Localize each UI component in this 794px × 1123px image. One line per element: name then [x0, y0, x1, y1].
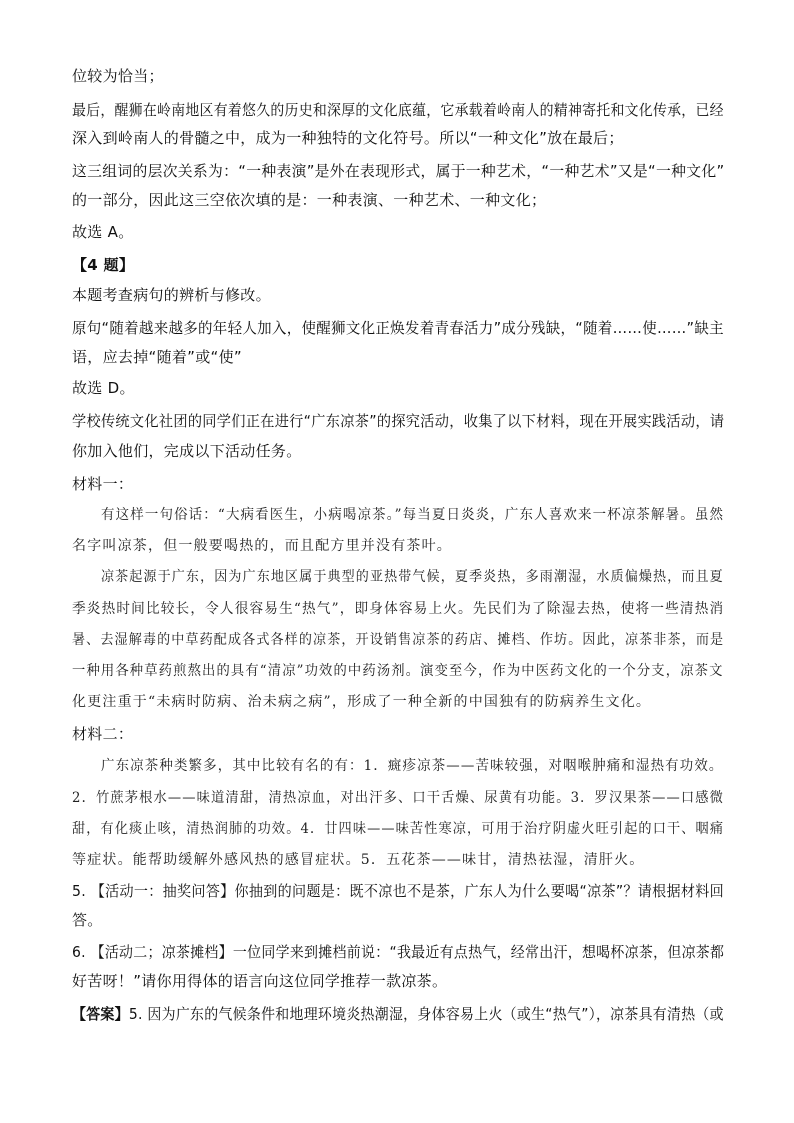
answer-line-2: 最后，醒狮在岭南地区有着悠久的历史和深厚的文化底蕴，它承载着岭南人的精神寄托和文化传承，已经	[72, 101, 724, 119]
material-1-title: 材料一：	[72, 475, 134, 493]
q4-line-2: 原句“随着越来越多的年轻人加入，使醒狮文化正焕发着青春活力”成分残缺，“随着……使……”缺主	[72, 319, 724, 337]
q5-line-1	[72, 881, 724, 901]
answer-text: 5. 因为广东的气候条件和地理环境炎热潮湿，身体容易上火（或生“热气”），凉茶具有清热（或	[128, 1005, 724, 1023]
material-1-line-2: 名字叫凉茶，但一般要喝热的，而且配方里并没有茶叶。	[72, 538, 452, 554]
material-1-line-3: 凉茶起源于广东，因为广东地区属于典型的亚热带气候，夏季炎热，多雨潮湿，水质偏燥热，而且夏	[101, 569, 724, 585]
material-1-line-5: 暑、去湿解毒的中草药配成各式各样的凉茶，开设销售凉茶的药店、摊档、作坊。因此，凉茶非茶，而是	[72, 632, 725, 648]
answer-final-line	[72, 1004, 724, 1024]
q5-number: 5.	[72, 882, 91, 900]
material-2-line-1: 广东凉茶种类繁多，其中比较有名的有：1．癍疹凉茶——苦味较强，对咽喉肿痛和湿热有功效。	[101, 758, 724, 774]
material-2-line-4: 等症状。能帮助缓解外感风热的感冒症状。5．五花茶——味甘，清热祛湿，清肝火。	[72, 852, 645, 868]
q4-tag: 【4 题】	[72, 256, 135, 274]
answer-line-4: 这三组词的层次关系为：“一种表演”是外在表现形式，属于一种艺术，“一种艺术”又是“一种文化”	[72, 162, 725, 180]
q6-tag: 【活动二；凉茶摊档】	[90, 943, 233, 961]
material-1-line-6: 一种用各种草药煎熬出的具有“清凉”功效的中药汤剂。演变至今，作为中医药文化的一个分支，凉茶文	[72, 663, 724, 679]
answer-line-3: 深入到岭南人的骨髓之中，成为一种独特的文化符号。所以“一种文化”放在最后；	[72, 129, 624, 147]
q5-line-2: 答。	[72, 911, 103, 929]
q4-line-3: 语，应去掉“随着”或“使”	[72, 348, 242, 366]
q4-line-1: 本题考查病句的辨析与修改。	[72, 286, 271, 304]
q4-line-4: 故选 D。	[72, 379, 135, 397]
material-2-title: 材料二：	[72, 725, 134, 743]
q6-text: 一位同学来到摊档前说：“我最近有点热气，经常出汗，想喝杯凉茶，但凉茶都	[232, 943, 725, 961]
q5-text: 你抽到的问题是：既不凉也不是茶，广东人为什么要喝“凉茶”？请根据材料回	[234, 882, 725, 900]
answer-tag: 【答案】	[72, 1005, 129, 1023]
q6-line-2: 好苦呀！”请你用得体的语言向这位同学推荐一款凉茶。	[72, 972, 448, 990]
q5-tag: 【活动一：抽奖问答】	[90, 882, 235, 900]
intro-line-2: 你加入他们，完成以下活动任务。	[72, 442, 302, 460]
q6-number: 6.	[72, 943, 91, 961]
material-2-line-2: 2．竹蔗茅根水——味道清甜，清热凉血，对出汗多、口干舌燥、尿黄有功能。3．罗汉果茶——口感微	[72, 790, 725, 806]
material-1-line-7: 化更注重于“未病时防病、治未病之病”，形成了一种全新的中国独有的防病养生文化。	[72, 694, 652, 710]
material-1-line-4: 季炎热时间比较长，令人很容易生“热气”，即身体容易上火。先民们为了除湿去热，使将一些清热消	[72, 601, 725, 617]
material-1-line-1: 有这样一句俗话：“大病看医生，小病喝凉茶。”每当夏日炎炎，广东人喜欢来一杯凉茶解暑。虽然	[101, 507, 725, 523]
material-2-line-3: 甜，有化痰止咳，清热润肺的功效。4．廿四味——味苦性寒凉，可用于治疗阴虚火旺引起的口干、咽痛	[72, 821, 725, 837]
answer-line-5: 的一部分，因此这三空依次填的是：一种表演、一种艺术、一种文化；	[72, 191, 547, 209]
answer-line-6: 故选 A。	[72, 223, 134, 241]
intro-line-1: 学校传统文化社团的同学们正在进行“广东凉茶”的探究活动，收集了以下材料，现在开展实践活动，请	[72, 412, 725, 430]
answer-line-1: 位较为恰当；	[72, 67, 164, 85]
q6-line-1	[72, 942, 724, 962]
